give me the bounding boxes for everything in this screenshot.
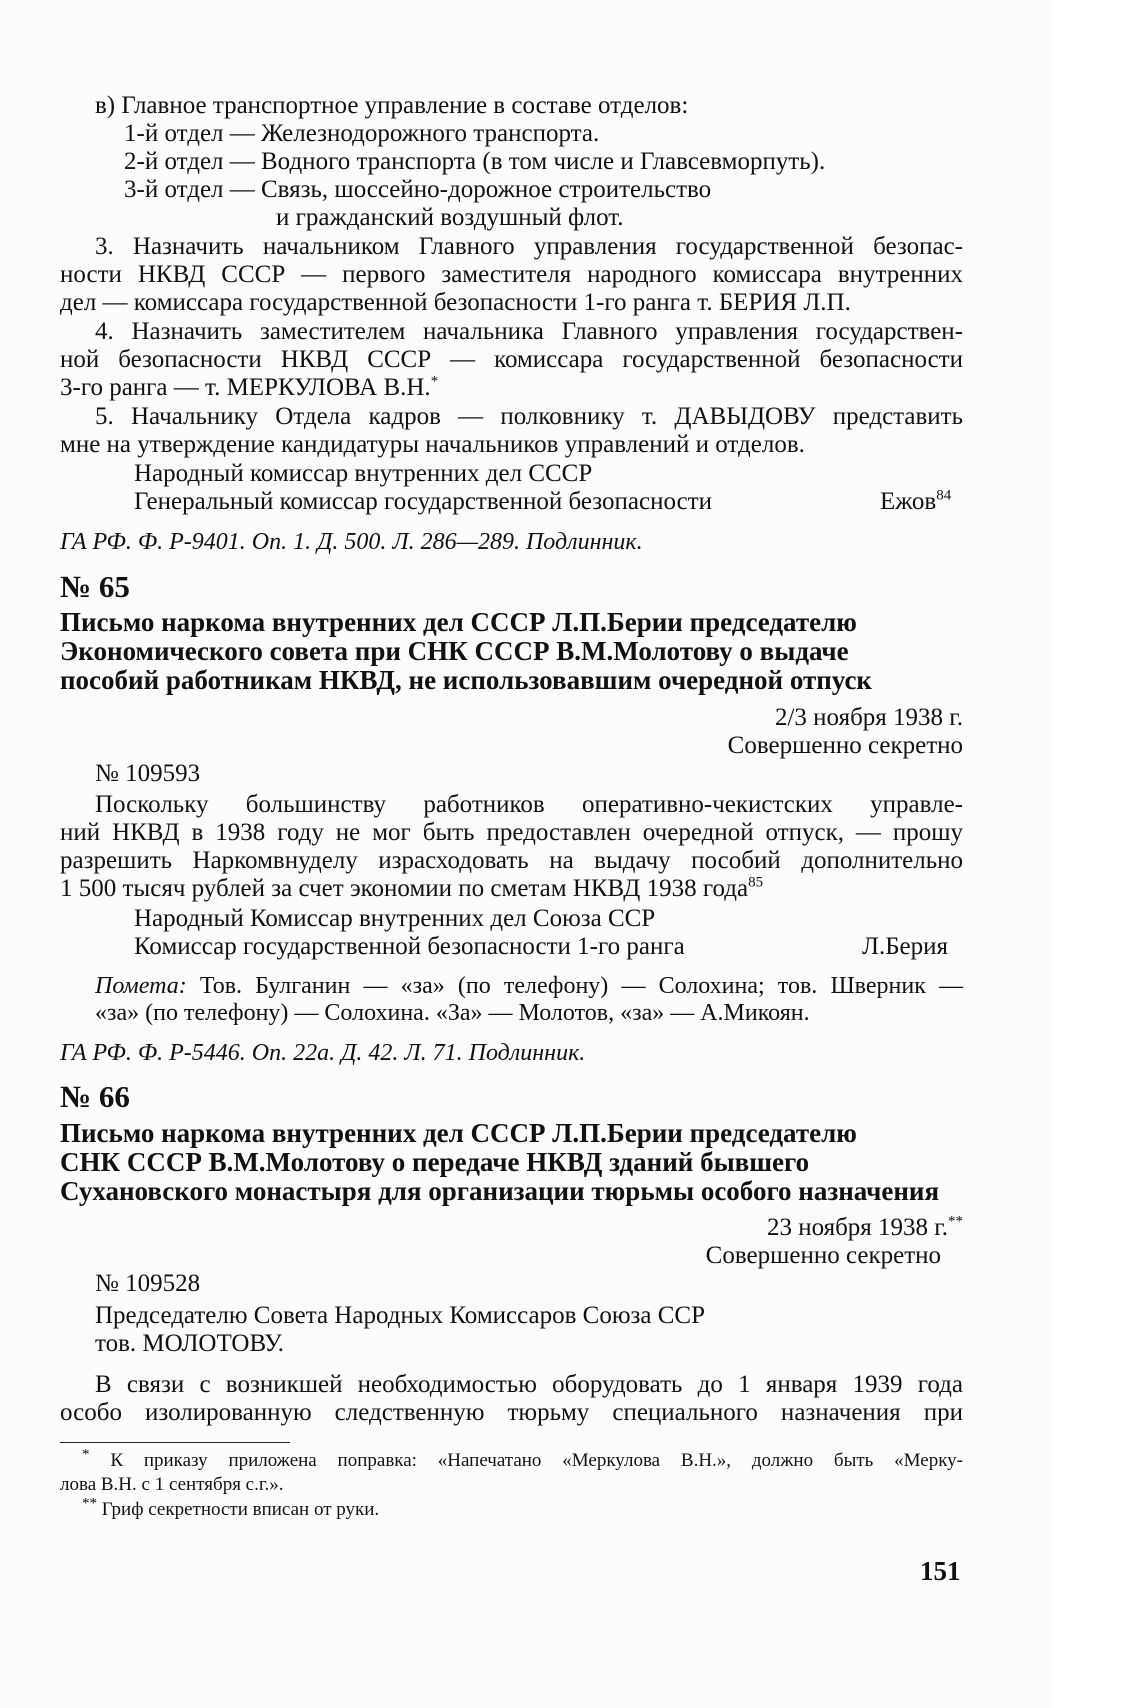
footnote-1-line-1: [82, 1446, 963, 1471]
doc-65-signature-rank: Комиссар государственной безопасности 1-го ранга: [134, 933, 685, 960]
footnote-separator: [60, 1442, 290, 1443]
footnote-2-mark: **: [82, 1495, 97, 1512]
doc-65-title-line-2: Экономического совета при СНК СССР В.М.Молотову о выдаче: [60, 636, 849, 666]
doc-65-signature-name: Л.Берия: [862, 933, 949, 960]
item-4-line-3: [60, 375, 438, 400]
doc-65-date: 2/3 ноября 1938 г.: [774, 704, 963, 731]
footnote-1-text-1: К приказу приложена поправка: «Напечатано «Меркулова В.Н.», должно быть «Мерку-: [110, 1450, 963, 1471]
doc-65-number: № 65: [60, 569, 130, 604]
footnote-2-text: Гриф секретности вписан от руки.: [101, 1499, 380, 1520]
page-number: 151: [920, 1556, 961, 1586]
doc-66-reg-number: № 109528: [95, 1270, 201, 1297]
doc-66-date-text: 23 ноября 1938 г.: [766, 1214, 948, 1241]
item-4-line-3-text: 3-го ранга — т. МЕРКУЛОВА В.Н.: [60, 374, 431, 401]
doc-66-date: [767, 1215, 963, 1240]
item-5-line-2: мне на утверждение кандидатуры начальников управлений и отделов.: [60, 431, 805, 458]
doc-65-reg-number: № 109593: [95, 760, 201, 787]
item-4-line-2: ной безопасности НКВД СССР — комиссара государственной безопасности: [60, 346, 963, 373]
doc-65-title-line-3: пособий работникам НКВД, не использовавшим очередной отпуск: [60, 665, 872, 695]
department-1: 1-й отдел — Железнодорожного транспорта.: [124, 120, 600, 147]
doc-65-body-line-4-text: 1 500 тысяч рублей за счет экономии по сметам НКВД 1938 года: [60, 875, 749, 902]
doc-66-title-line-1: Письмо наркома внутренних дел СССР Л.П.Берии председателю: [60, 1118, 857, 1148]
signature-1-position: Народный комиссар внутренних дел СССР: [134, 460, 593, 487]
doc-65-secrecy: Совершенно секретно: [727, 732, 963, 759]
footnote-ref-85: 85: [748, 874, 764, 891]
doc-65-remark-line-1: [95, 974, 963, 998]
footnote-ref-2: **: [948, 1213, 963, 1230]
item-5-line-1: 5. Начальнику Отдела кадров — полковнику т. ДАВЫДОВУ представить: [95, 403, 963, 430]
footnote-2: [82, 1495, 380, 1520]
doc-66-body-line-1: В связи с возникшей необходимостью оборудовать до 1 января 1939 года: [95, 1371, 963, 1398]
doc-66-addressee-line-2: тов. МОЛОТОВУ.: [95, 1330, 284, 1357]
doc-65-remark-label: Помета:: [95, 973, 187, 999]
department-3: 3-й отдел — Связь, шоссейно-дорожное строительство: [124, 176, 712, 203]
footnote-1-mark: *: [82, 1446, 90, 1463]
doc-66-title-line-2: СНК СССР В.М.Молотову о передаче НКВД зданий бывшего: [60, 1147, 810, 1177]
footnote-1-line-2: лова В.Н. с 1 сентября с.г.».: [60, 1474, 284, 1495]
doc-65-remark-line-2: «за» (по телефону) — Солохина. «За» — Молотов, «за» — А.Микоян.: [95, 1000, 810, 1026]
doc-66-number: № 66: [60, 1079, 130, 1114]
archive-source-2: ГА РФ. Ф. Р-5446. Оп. 22а. Д. 42. Л. 71. Подлинник.: [60, 1040, 586, 1066]
footnote-ref-1: *: [430, 373, 439, 390]
doc-65-remark-text-1: Тов. Булганин — «за» (по телефону) — Солохина; тов. Шверник —: [199, 973, 964, 999]
doc-66-secrecy: Совершенно секретно: [705, 1242, 941, 1269]
doc-65-body-line-3: разрешить Наркомвнуделу израсходовать на выдачу пособий дополнительно: [60, 847, 963, 874]
doc-65-signature-position: Народный Комиссар внутренних дел Союза ССР: [134, 905, 656, 932]
signature-1-rank: Генеральный комиссар государственной безопасности: [134, 488, 712, 515]
signature-1-name-text: Ежов: [880, 488, 937, 515]
item-3-line-3: дел — комиссара государственной безопасности 1-го ранга т. БЕРИЯ Л.П.: [60, 289, 851, 316]
doc-66-body-line-2: особо изолированную следственную тюрьму специального назначения при: [60, 1399, 963, 1426]
doc-65-body-line-2: ний НКВД в 1938 году не мог быть предоставлен очередной отпуск, — прошу: [60, 819, 963, 846]
doc-65-title-line-1: Письмо наркома внутренних дел СССР Л.П.Берии председателю: [60, 607, 857, 637]
doc-66-addressee-line-1: Председателю Совета Народных Комиссаров Союза ССР: [95, 1302, 706, 1329]
department-3-cont: и гражданский воздушный флот.: [276, 204, 624, 231]
item-3-line-1: 3. Назначить начальником Главного управления государственной безопас-: [95, 233, 963, 260]
doc-65-body-line-1: Поскольку большинству работников оперативно-чекистских управле-: [95, 791, 963, 818]
archive-source-1: ГА РФ. Ф. Р-9401. Оп. 1. Д. 500. Л. 286—289. Подлинник.: [60, 529, 643, 555]
item-3-line-2: ности НКВД СССР — первого заместителя народного комиссара внутренних: [60, 261, 963, 288]
department-2: 2-й отдел — Водного транспорта (в том числе и Главсевморпуть).: [124, 148, 826, 175]
section-c-heading: в) Главное транспортное управление в составе отделов:: [95, 92, 689, 119]
signature-1-name: [880, 489, 951, 514]
doc-65-body-line-4: [60, 876, 763, 901]
doc-66-title-line-3: Сухановского монастыря для организации тюрьмы особого назначения: [60, 1176, 940, 1206]
footnote-ref-84: 84: [936, 487, 952, 504]
item-4-line-1: 4. Назначить заместителем начальника Главного управления государствен-: [95, 318, 963, 345]
